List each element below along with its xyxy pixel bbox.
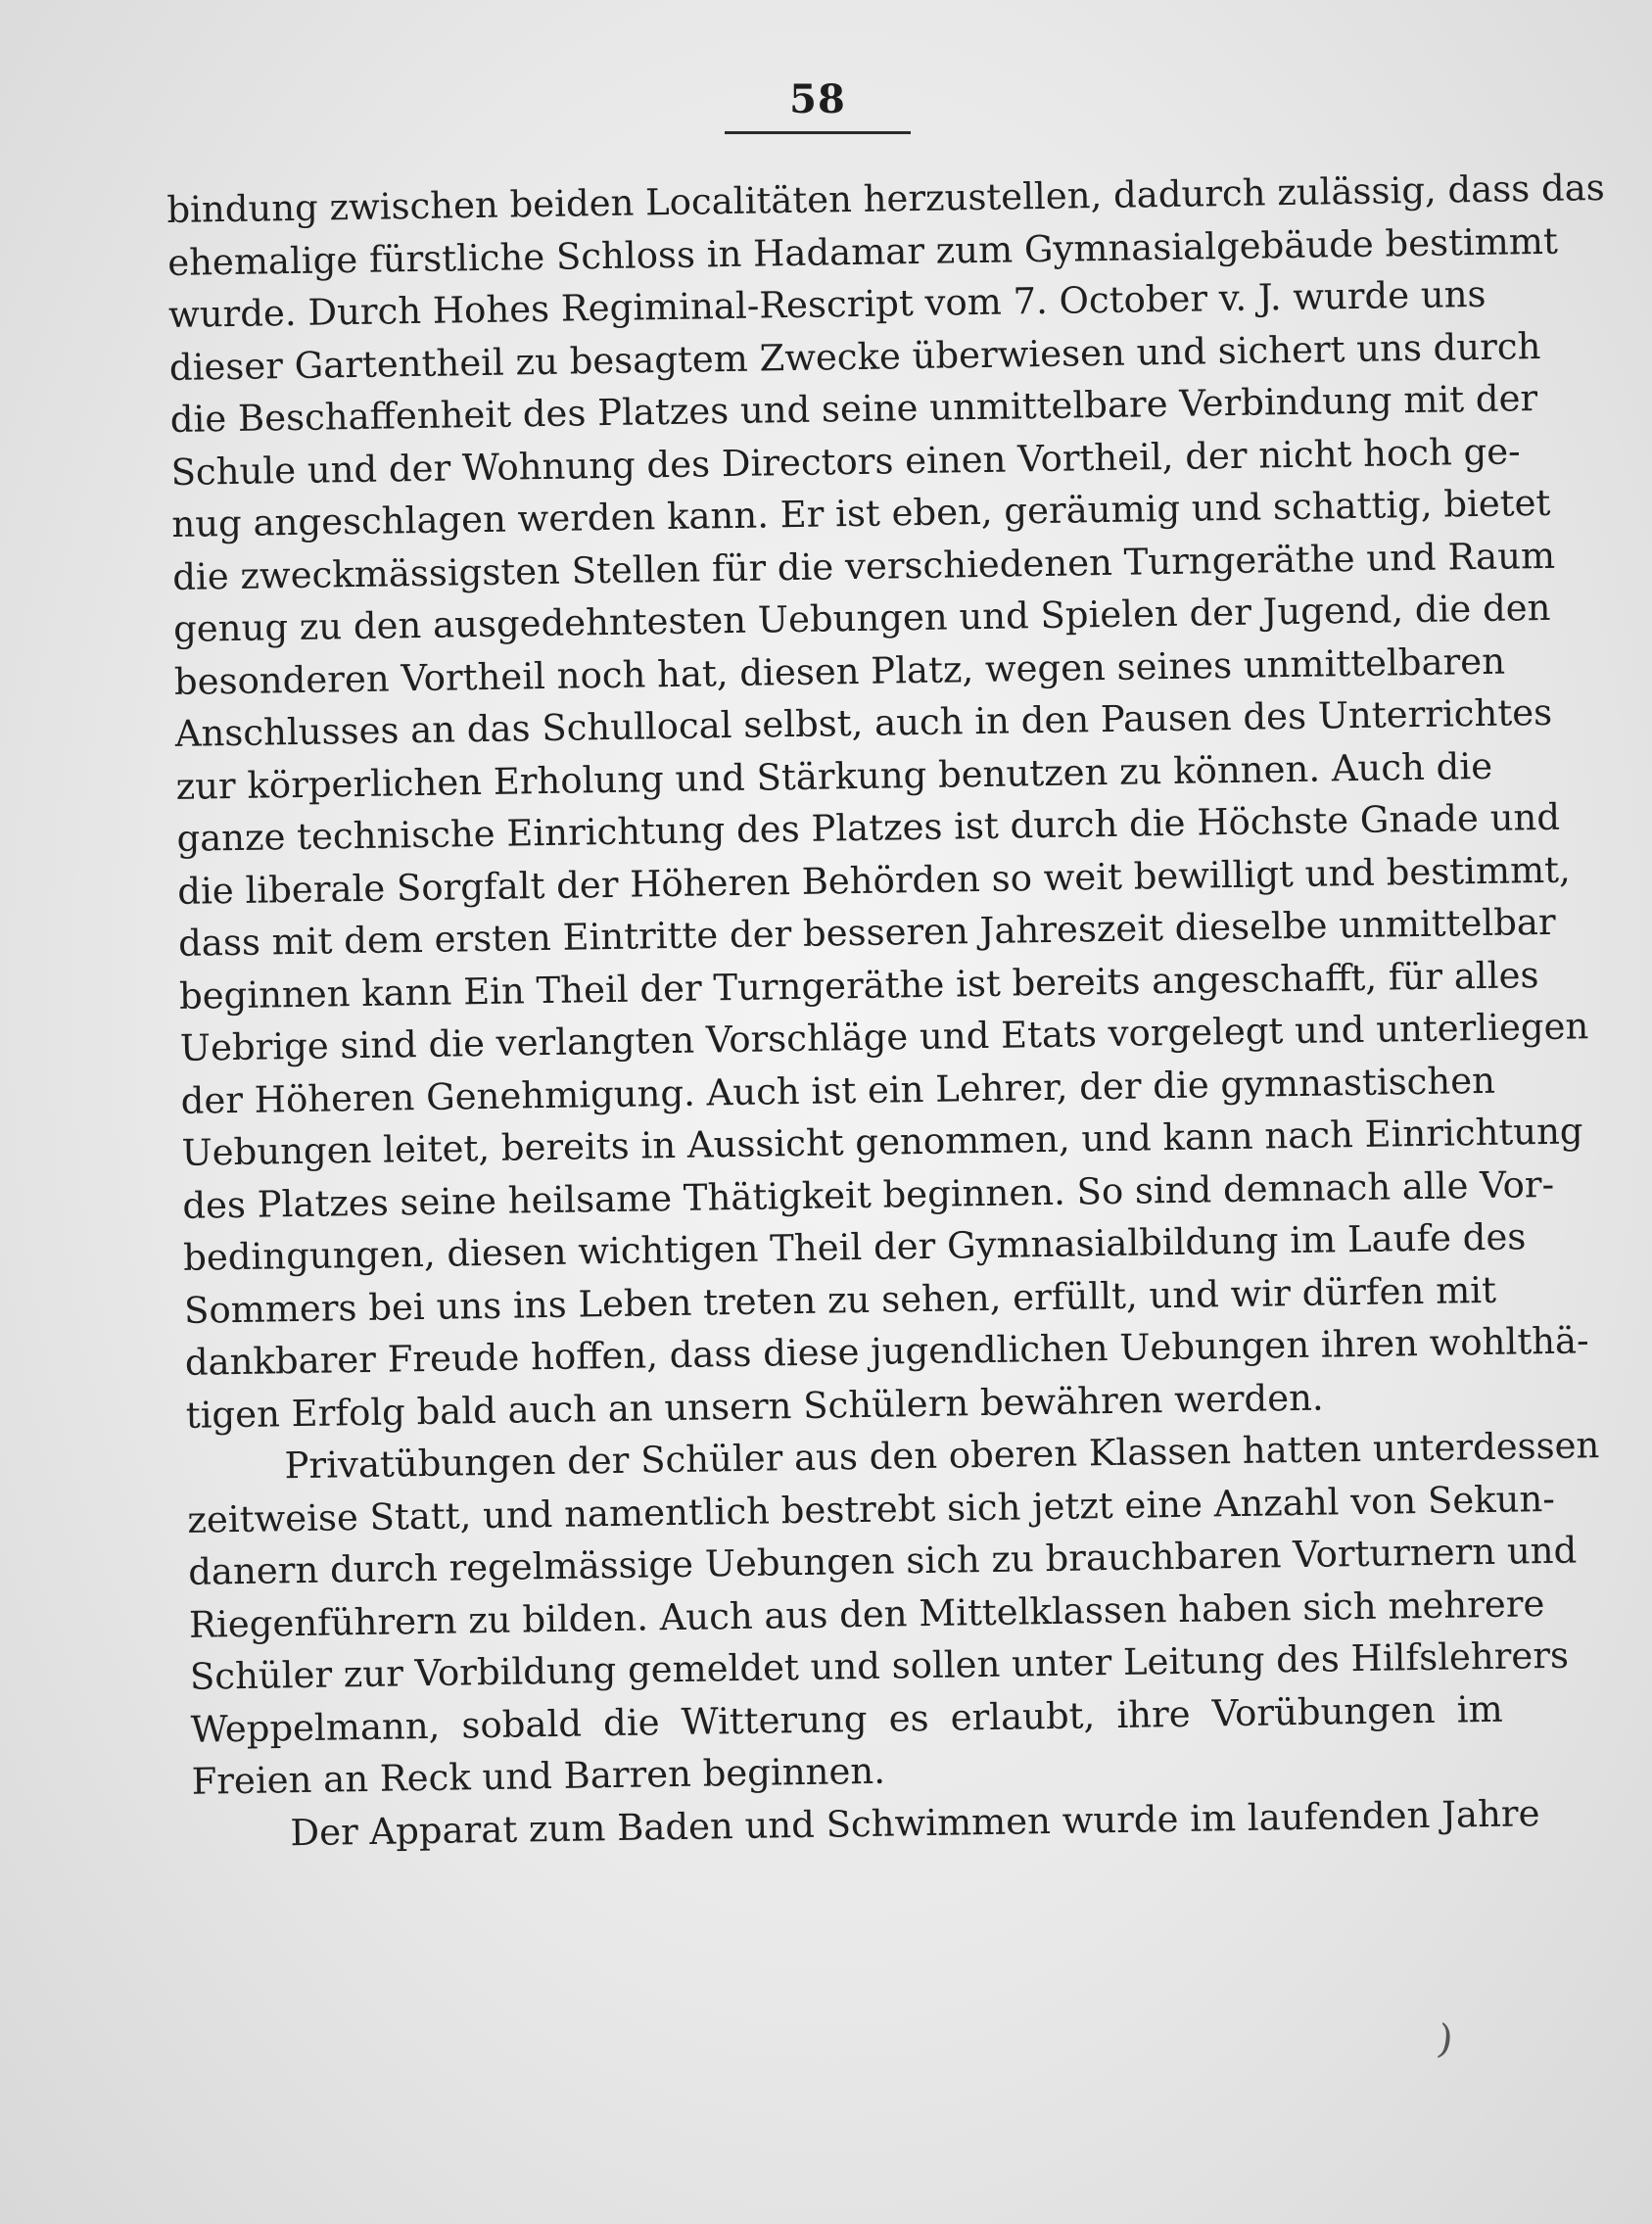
text-line: Sommers bei uns ins Leben treten zu sehen, erfüllt, und wir dürfen mit <box>183 1268 1497 1332</box>
text-line: Schule und der Wohnung des Directors einen Vortheil, der nicht hoch ge- <box>170 429 1521 494</box>
text-line: danern durch regelmässige Uebungen sich zu brauchbaren Vorturnern und <box>187 1529 1578 1593</box>
text-line: beginnen kann Ein Theil der Turngeräthe ist bereits angeschafft, für alles <box>178 953 1539 1017</box>
text-line: tigen Erfolg bald auch an unsern Schülern bewähren werden. <box>185 1376 1324 1437</box>
text-line: Anschlusses an das Schullocal selbst, auch in den Pausen des Unterrichtes <box>174 690 1553 755</box>
text-line: Riegenführern zu bilden. Auch aus den Mittelklassen haben sich mehrere <box>188 1582 1545 1646</box>
text-line: die liberale Sorgfalt der Höheren Behörden so weit bewilligt und bestimmt, <box>177 848 1572 913</box>
text-line: nug angeschlagen werden kann. Er ist eben, geräumig und schattig, bietet <box>171 481 1551 545</box>
text-line: dankbarer Freude hoffen, dass diese jugendlichen Uebungen ihren wohlthä- <box>184 1319 1589 1384</box>
text-line: bedingungen, diesen wichtigen Theil der Gymnasialbildung im Laufe des <box>182 1215 1527 1279</box>
text-line: Der Apparat zum Baden und Schwimmen wurde im laufenden Jahre <box>290 1791 1540 1854</box>
text-line: genug zu den ausgedehntesten Uebungen und Spielen der Jugend, die den <box>172 586 1551 650</box>
text-line: Schüler zur Vorbildung gemeldet und sollen unter Leitung des Hilfslehrers <box>189 1633 1570 1698</box>
page-number: 58 <box>789 76 846 122</box>
text-line: Uebungen leitet, bereits in Aussicht genommen, und kann nach Einrichtung <box>181 1110 1583 1174</box>
text-line: dieser Gartentheil zu besagtem Zwecke überwiesen und sichert uns durch <box>168 324 1541 389</box>
text-line: wurde. Durch Hohes Regiminal-Rescript vom 7. October v. J. wurde uns <box>167 272 1487 336</box>
text-line: ehemalige fürstliche Schloss in Hadamar zum Gymnasialgebäude bestimmt <box>166 219 1559 284</box>
text-line: Freien an Reck und Barren beginnen. <box>191 1749 886 1803</box>
text-line: Uebrige sind die verlangten Vorschläge und Etats vorgelegt und unterliegen <box>179 1005 1589 1069</box>
text-line: ganze technische Einrichtung des Platzes ist durch die Höchste Gnade und <box>176 795 1561 860</box>
text-line: zur körperlichen Erholung und Stärkung benutzen zu können. Auch die <box>175 744 1493 808</box>
text-line: Weppelmann, sobald die Witterung es erlaubt, ihre Vorübungen im <box>190 1687 1503 1751</box>
text-line: des Platzes seine heilsame Thätigkeit beginnen. So sind demnach alle Vor- <box>182 1162 1555 1227</box>
text-line: bindung zwischen beiden Localitäten herzustellen, dadurch zulässig, dass das <box>166 166 1606 231</box>
body-text <box>166 164 1606 1861</box>
text-line: dass mit dem ersten Eintritte der besseren Jahreszeit dieselbe unmittelbar <box>177 900 1556 965</box>
header-rule <box>725 131 911 134</box>
text-line: zeitweise Statt, und namentlich bestrebt sich jetzt eine Anzahl von Sekun- <box>187 1477 1556 1541</box>
text-line: die Beschaffenheit des Platzes und seine unmittelbare Verbindung mit der <box>169 377 1538 441</box>
text-line: Privatübungen der Schüler aus den oberen Klassen hatten unterdessen <box>284 1424 1600 1488</box>
margin-mark: ) <box>1434 2016 1456 2063</box>
text-line: besonderen Vortheil noch hat, diesen Platz, wegen seines unmittelbaren <box>173 639 1506 703</box>
text-line: die zweckmässigsten Stellen für die verschiedenen Turngeräthe und Raum <box>171 534 1556 598</box>
text-line: der Höheren Genehmigung. Auch ist ein Lehrer, der die gymnastischen <box>180 1059 1496 1122</box>
